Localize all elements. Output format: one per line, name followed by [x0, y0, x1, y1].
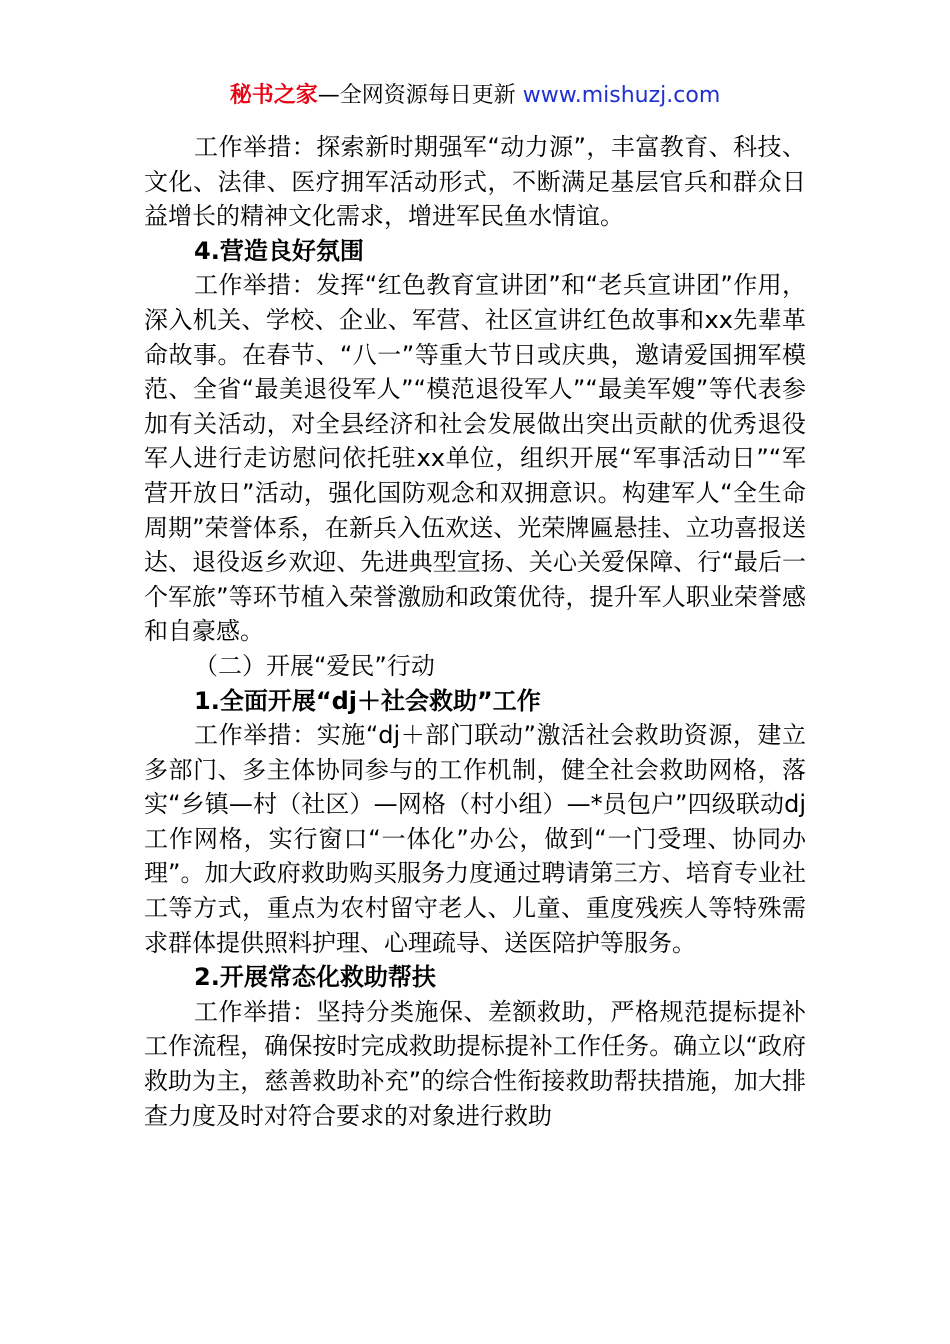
section-subtitle: （二）开展“爱民”行动: [194, 651, 435, 680]
paragraph: 工作举措：发挥“红色教育宣讲团”和“老兵宣讲团”作用，深入机关、学校、企业、军营、社区宣讲红色故事和xx先辈革命故事。在春节、“八一”等重大节日或庆典，邀请爱国拥军模范、全省“最美退役军人”“模范退役军人”“最美军嫂”等代表参加有关活动，对全县经济和社会发展做出突出贡献的优秀退役军人进行走访慰问依托驻xx单位，组织开展“军事活动日”“军营开放日”活动，强化国防观念和双拥意识。构建军人“全生命周期”荣誉体系，在新兵入伍欢送、光荣牌匾悬挂、立功喜报送达、退役返乡欢迎、先进典型宣扬、关心关爱保障、行“最后一个军旅”等环节植入荣誉激励和政策优待，提升军人职业荣誉感和自豪感。: [144, 271, 806, 646]
section-heading: 1.全面开展“dj＋社会救助”工作: [194, 686, 541, 715]
header-tagline: —全网资源每日更新: [317, 83, 523, 108]
paragraph: 工作举措：实施“dj＋部门联动”激活社会救助资源，建立多部门、多主体协同参与的工作机制，健全社会救助网格，落实“乡镇—村（社区）—网格（村小组）—*员包户”四级联动dj工作网格，实行窗口“一体化”办公，做到“一门受理、协同办理”。加大政府救助购买服务力度通过聘请第三方、培育专业社工等方式，重点为农村留守老人、儿童、重度残疾人等特殊需求群体提供照料护理、心理疏导、送医陪护等服务。: [144, 721, 806, 957]
section-heading: 4.营造良好氛围: [194, 236, 364, 265]
header-brand: 秘书之家: [229, 83, 318, 108]
section-heading: 2.开展常态化救助帮扶: [194, 963, 436, 992]
page-header: [0, 80, 950, 112]
document-body: [144, 130, 806, 1133]
header-url-link[interactable]: www.mishuzj.com: [522, 83, 721, 108]
paragraph: 工作举措：坚持分类施保、差额救助，严格规范提标提补工作流程，确保按时完成救助提标提补工作任务。确立以“政府救助为主，慈善救助补充”的综合性衔接救助帮扶措施，加大排查力度及时对符合要求的对象进行救助: [144, 997, 806, 1130]
paragraph: 工作举措：探索新时期强军“动力源”，丰富教育、科技、文化、法律、医疗拥军活动形式，不断满足基层官兵和群众日益增长的精神文化需求，增进军民鱼水情谊。: [144, 133, 806, 231]
